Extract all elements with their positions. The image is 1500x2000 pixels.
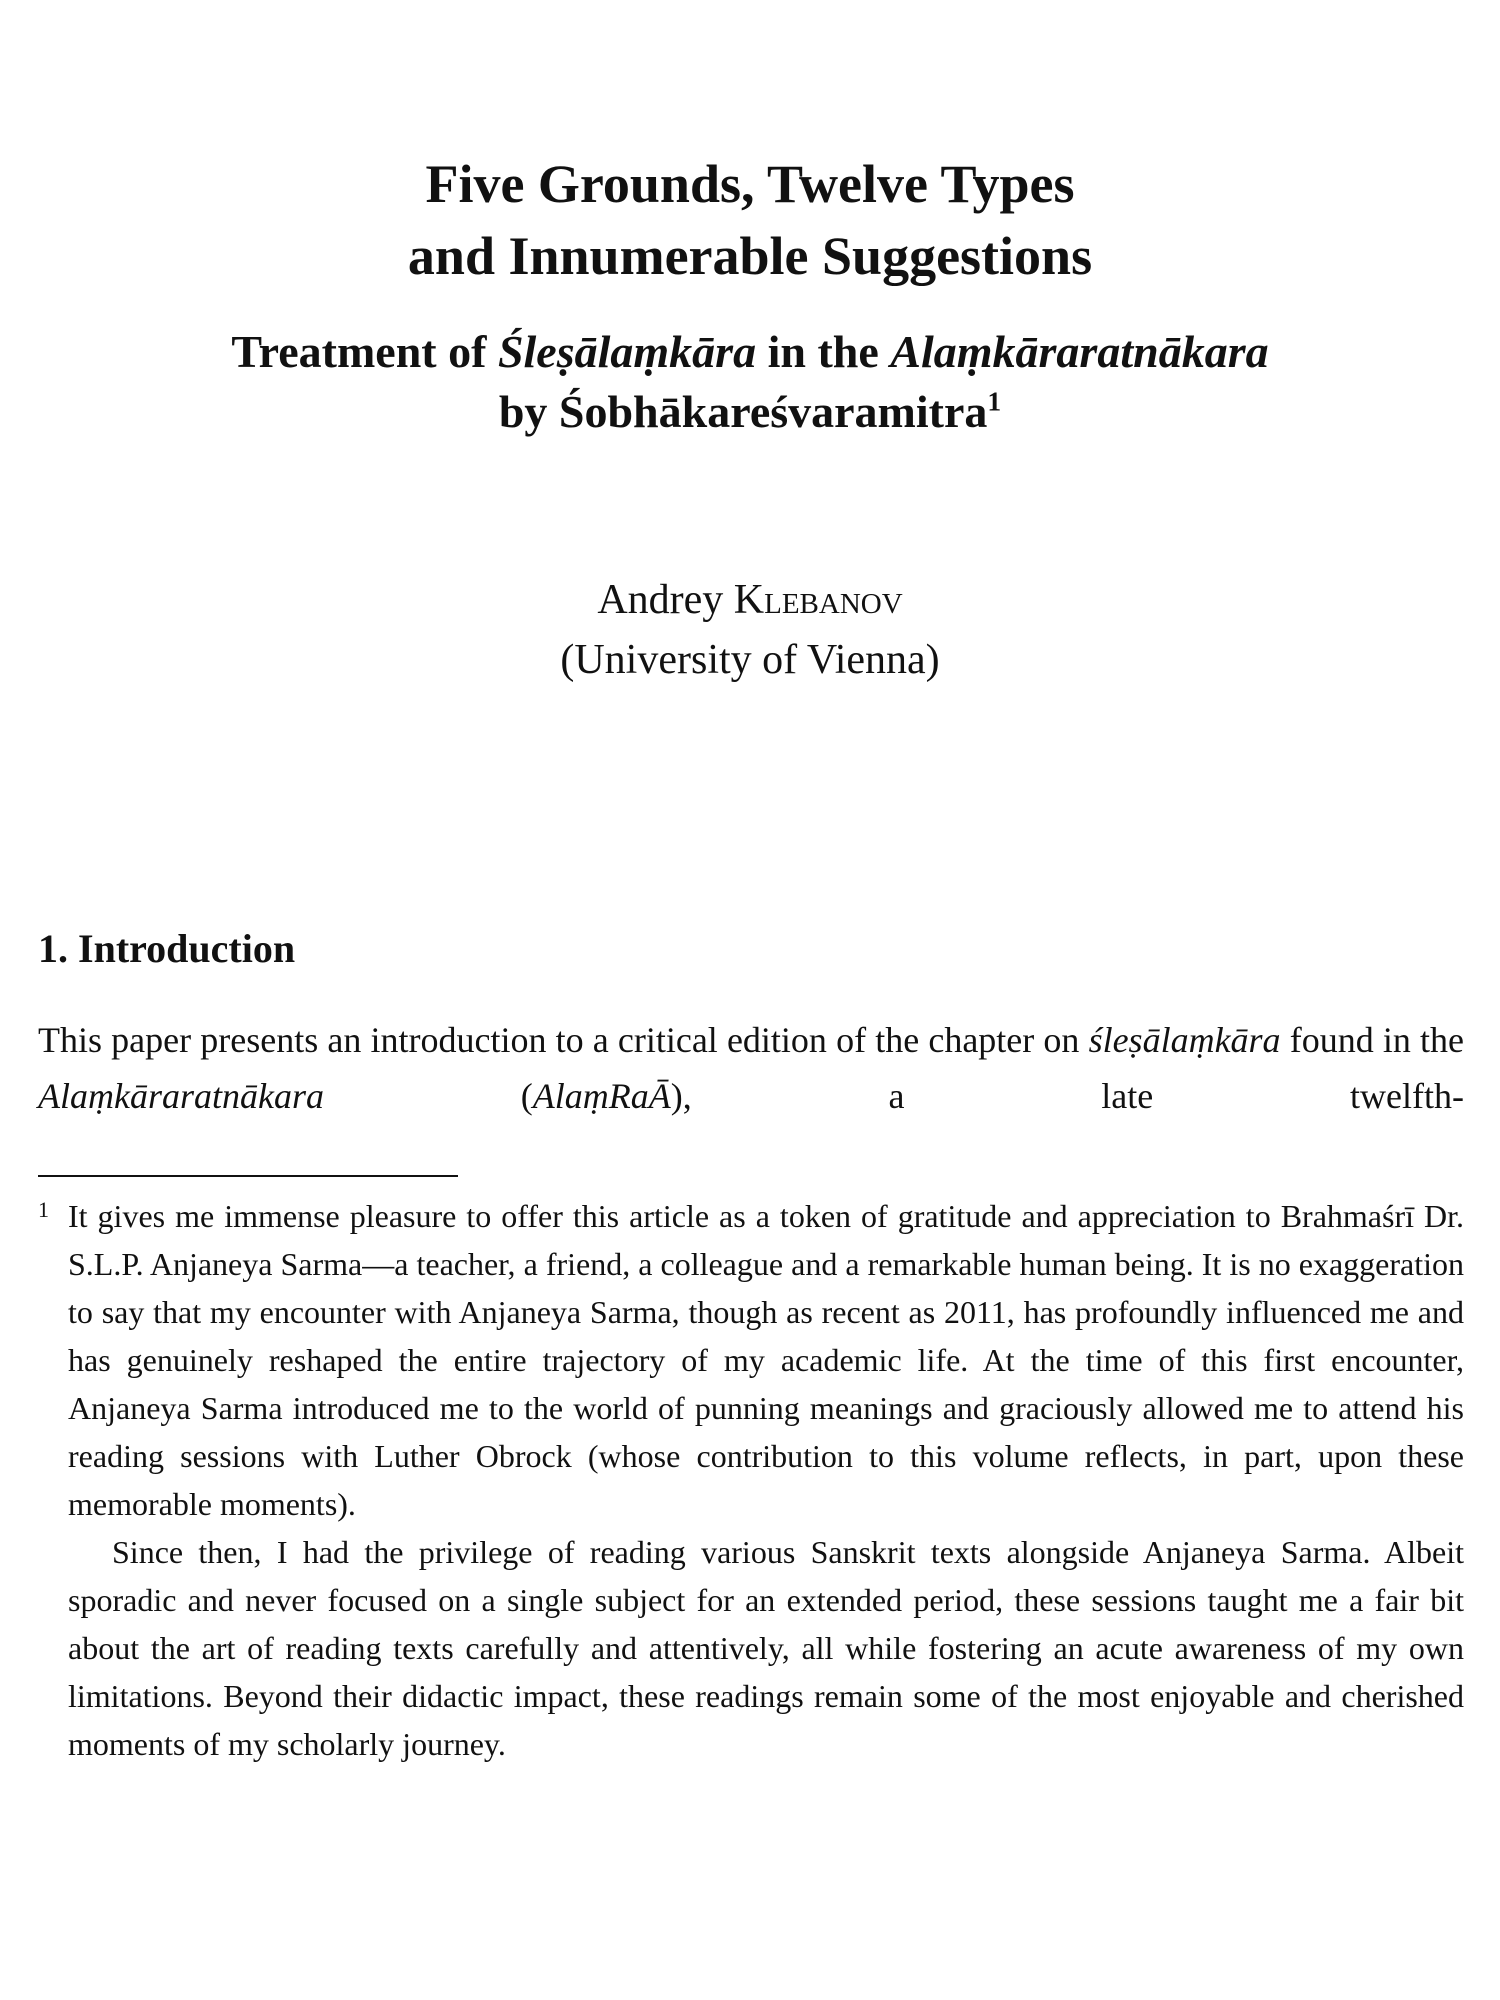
intro-term2: Alaṃkāraratnākara (38, 1076, 324, 1116)
author-first-name: Andrey (597, 577, 734, 623)
subtitle-work1: Śleṣālaṃkāra (497, 326, 757, 377)
footnote-area (38, 1192, 1464, 1768)
main-title (0, 148, 1500, 292)
subtitle (0, 322, 1500, 442)
footnote-reference[interactable]: 1 (987, 385, 1002, 417)
footnote-divider (38, 1175, 458, 1177)
main-title-line1: Five Grounds, Twelve Types (425, 154, 1075, 214)
intro-term1: śleṣālaṃkāra (1088, 1020, 1281, 1060)
author-affiliation: (University of Vienna) (560, 637, 940, 683)
footnote-number: 1 (38, 1197, 49, 1222)
intro-text-part1: This paper presents an introduction to a critical edition of the chapter on (38, 1020, 1089, 1060)
intro-text-part2: found in the (1280, 1020, 1464, 1060)
section-heading: 1. Introduction (38, 926, 296, 971)
subtitle-middle: in the (756, 326, 891, 377)
author-name (0, 570, 1500, 630)
footnote-text-2: Since then, I had the privilege of reading various Sanskrit texts alongside Anjaneya Sarma. Albeit sporadic and never focused on a single subject for an extended period, these sessions taught me a fair bit about the art of reading texts carefully and attentively, all while fostering an acute awareness of my own limitations. Beyond their didactic impact, these readings remain some of the most enjoyable and cherished moments of my scholarly journey. (68, 1534, 1464, 1762)
footnote-paragraph-1 (38, 1192, 1464, 1528)
footnote-paragraph-2 (38, 1528, 1464, 1768)
author-surname: Klebanov (733, 577, 903, 623)
subtitle-work2: Alaṃkāraratnākara (890, 326, 1269, 377)
intro-term3: AlaṃRaĀ (532, 1076, 671, 1116)
footnote-text-1: It gives me immense pleasure to offer this article as a token of gratitude and appreciation to Brahmaśrī Dr. S.L.P. Anjaneya Sarma—a teacher, a friend, a colleague and a remarkable human being. It is no exaggeration to say that my encounter with Anjaneya Sarma, though as recent as 2011, has profoundly influenced me and has genuinely reshaped the entire trajectory of my academic life. At the time of this first encounter, Anjaneya Sarma introduced me to the world of punning meanings and graciously allowed me to attend his reading sessions with Luther Obrock (whose contribution to this volume reflects, in part, upon these memorable moments). (68, 1198, 1464, 1522)
subtitle-line2: by Śobhākareśvaramitra (498, 386, 988, 437)
intro-text-part4: ), a late twelfth- (670, 1076, 1464, 1116)
title-block (0, 148, 1500, 442)
author-block (0, 570, 1500, 690)
intro-paragraph (38, 1012, 1464, 1124)
subtitle-prefix: Treatment of (231, 326, 498, 377)
main-title-line2: and Innumerable Suggestions (407, 226, 1093, 286)
intro-text-part3: ( (323, 1076, 533, 1116)
